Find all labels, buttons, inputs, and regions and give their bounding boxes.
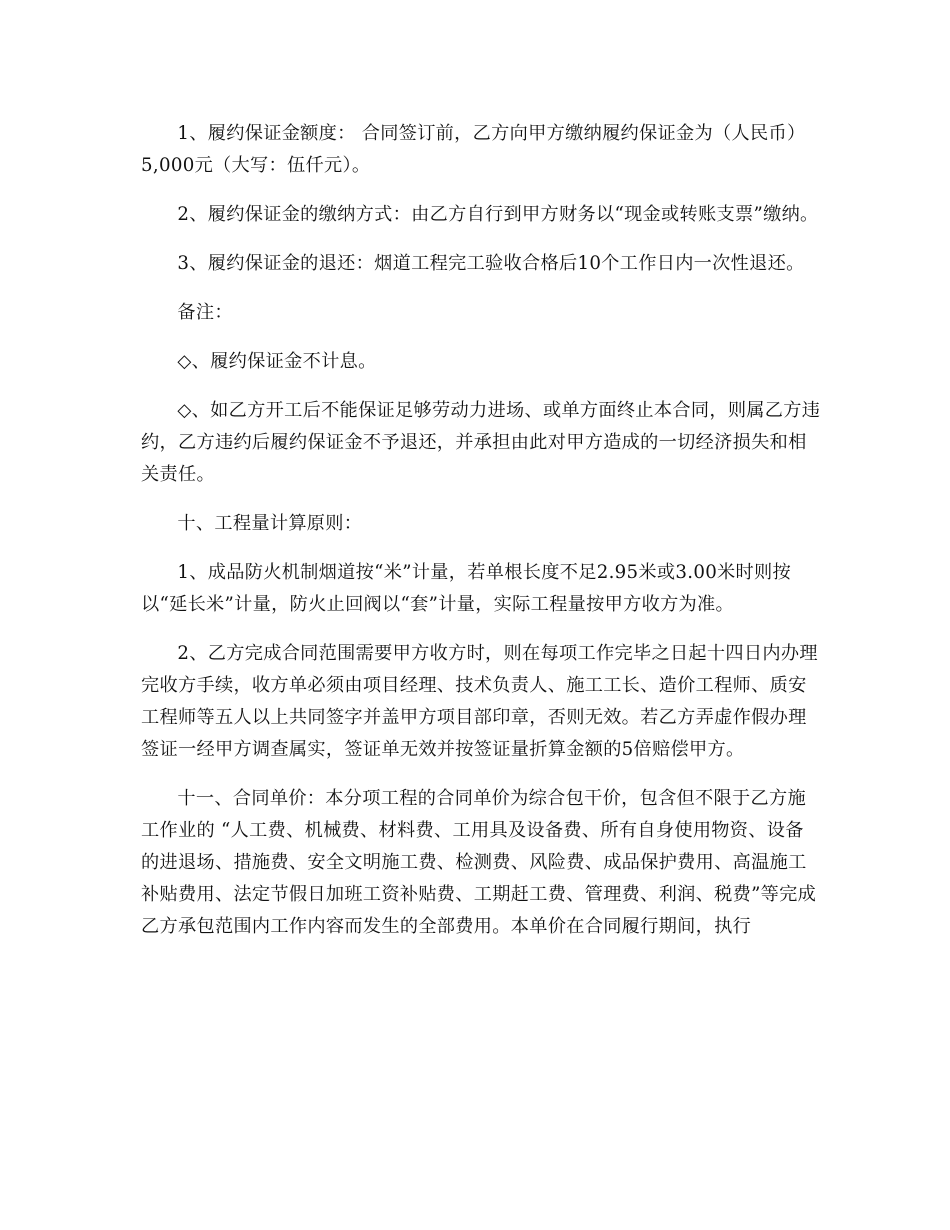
paragraph-quantity-measurement: 1、成品防火机制烟道按“米”计量，若单根长度不足2.95米或3.00米时则按以“延长米”计量，防火止回阀以“套”计量，实际工程量按甲方收方为准。 [141,562,792,615]
paragraph-contract-unit-price: 十一、合同单价：本分项工程的合同单价为综合包干价，包含但不限于乙方施工作业的 “人工费、机械费、材料费、工用具及设备费、所有自身使用物资、设备的进退场、措施费、安全文明施工费、检测费、风险费、成品保护费用、高温施工补贴费用、法定节假日加班工资补贴费、工期赶工费、管理费、利润、税费”等完成乙方承包范围内工作内容而发生的全部费用。本单价在合同履行期间，执行 [141,788,817,937]
paragraph-quantity-acceptance: 2、乙方完成合同范围需要甲方收方时，则在每项工作完毕之日起十四日内办理完收方手续，收方单必须由项目经理、技术负责人、施工工长、造价工程师、质安工程师等五人以上共同签字并盖甲方项目部印章，否则无效。若乙方弄虚作假办理签证一经甲方调查属实，签证单无效并按签证量折算金额的5倍赔偿甲方。 [141,643,818,760]
section-heading-quantity-principles: 十、工程量计算原则： [177,513,363,534]
paragraph-deposit-payment-method: 2、履约保证金的缴纳方式：由乙方自行到甲方财务以“现金或转账支票”缴纳。 [177,204,819,225]
paragraph-remark-no-interest: ◇、履约保证金不计息。 [177,351,377,372]
paragraph-remarks-heading: 备注： [177,302,233,323]
paragraph-deposit-amount: 1、履约保证金额度： 合同签订前，乙方向甲方缴纳履约保证金为（人民币）5,000元（大写：伍仟元）。 [141,123,806,176]
paragraph-deposit-refund: 3、履约保证金的退还：烟道工程完工验收合格后10个工作日内一次性退还。 [177,253,805,274]
document-body [141,118,821,960]
paragraph-remark-breach: ◇、如乙方开工后不能保证足够劳动力进场、或单方面终止本合同，则属乙方违约，乙方违约后履约保证金不予退还，并承担由此对甲方造成的一切经济损失和相关责任。 [141,400,821,485]
